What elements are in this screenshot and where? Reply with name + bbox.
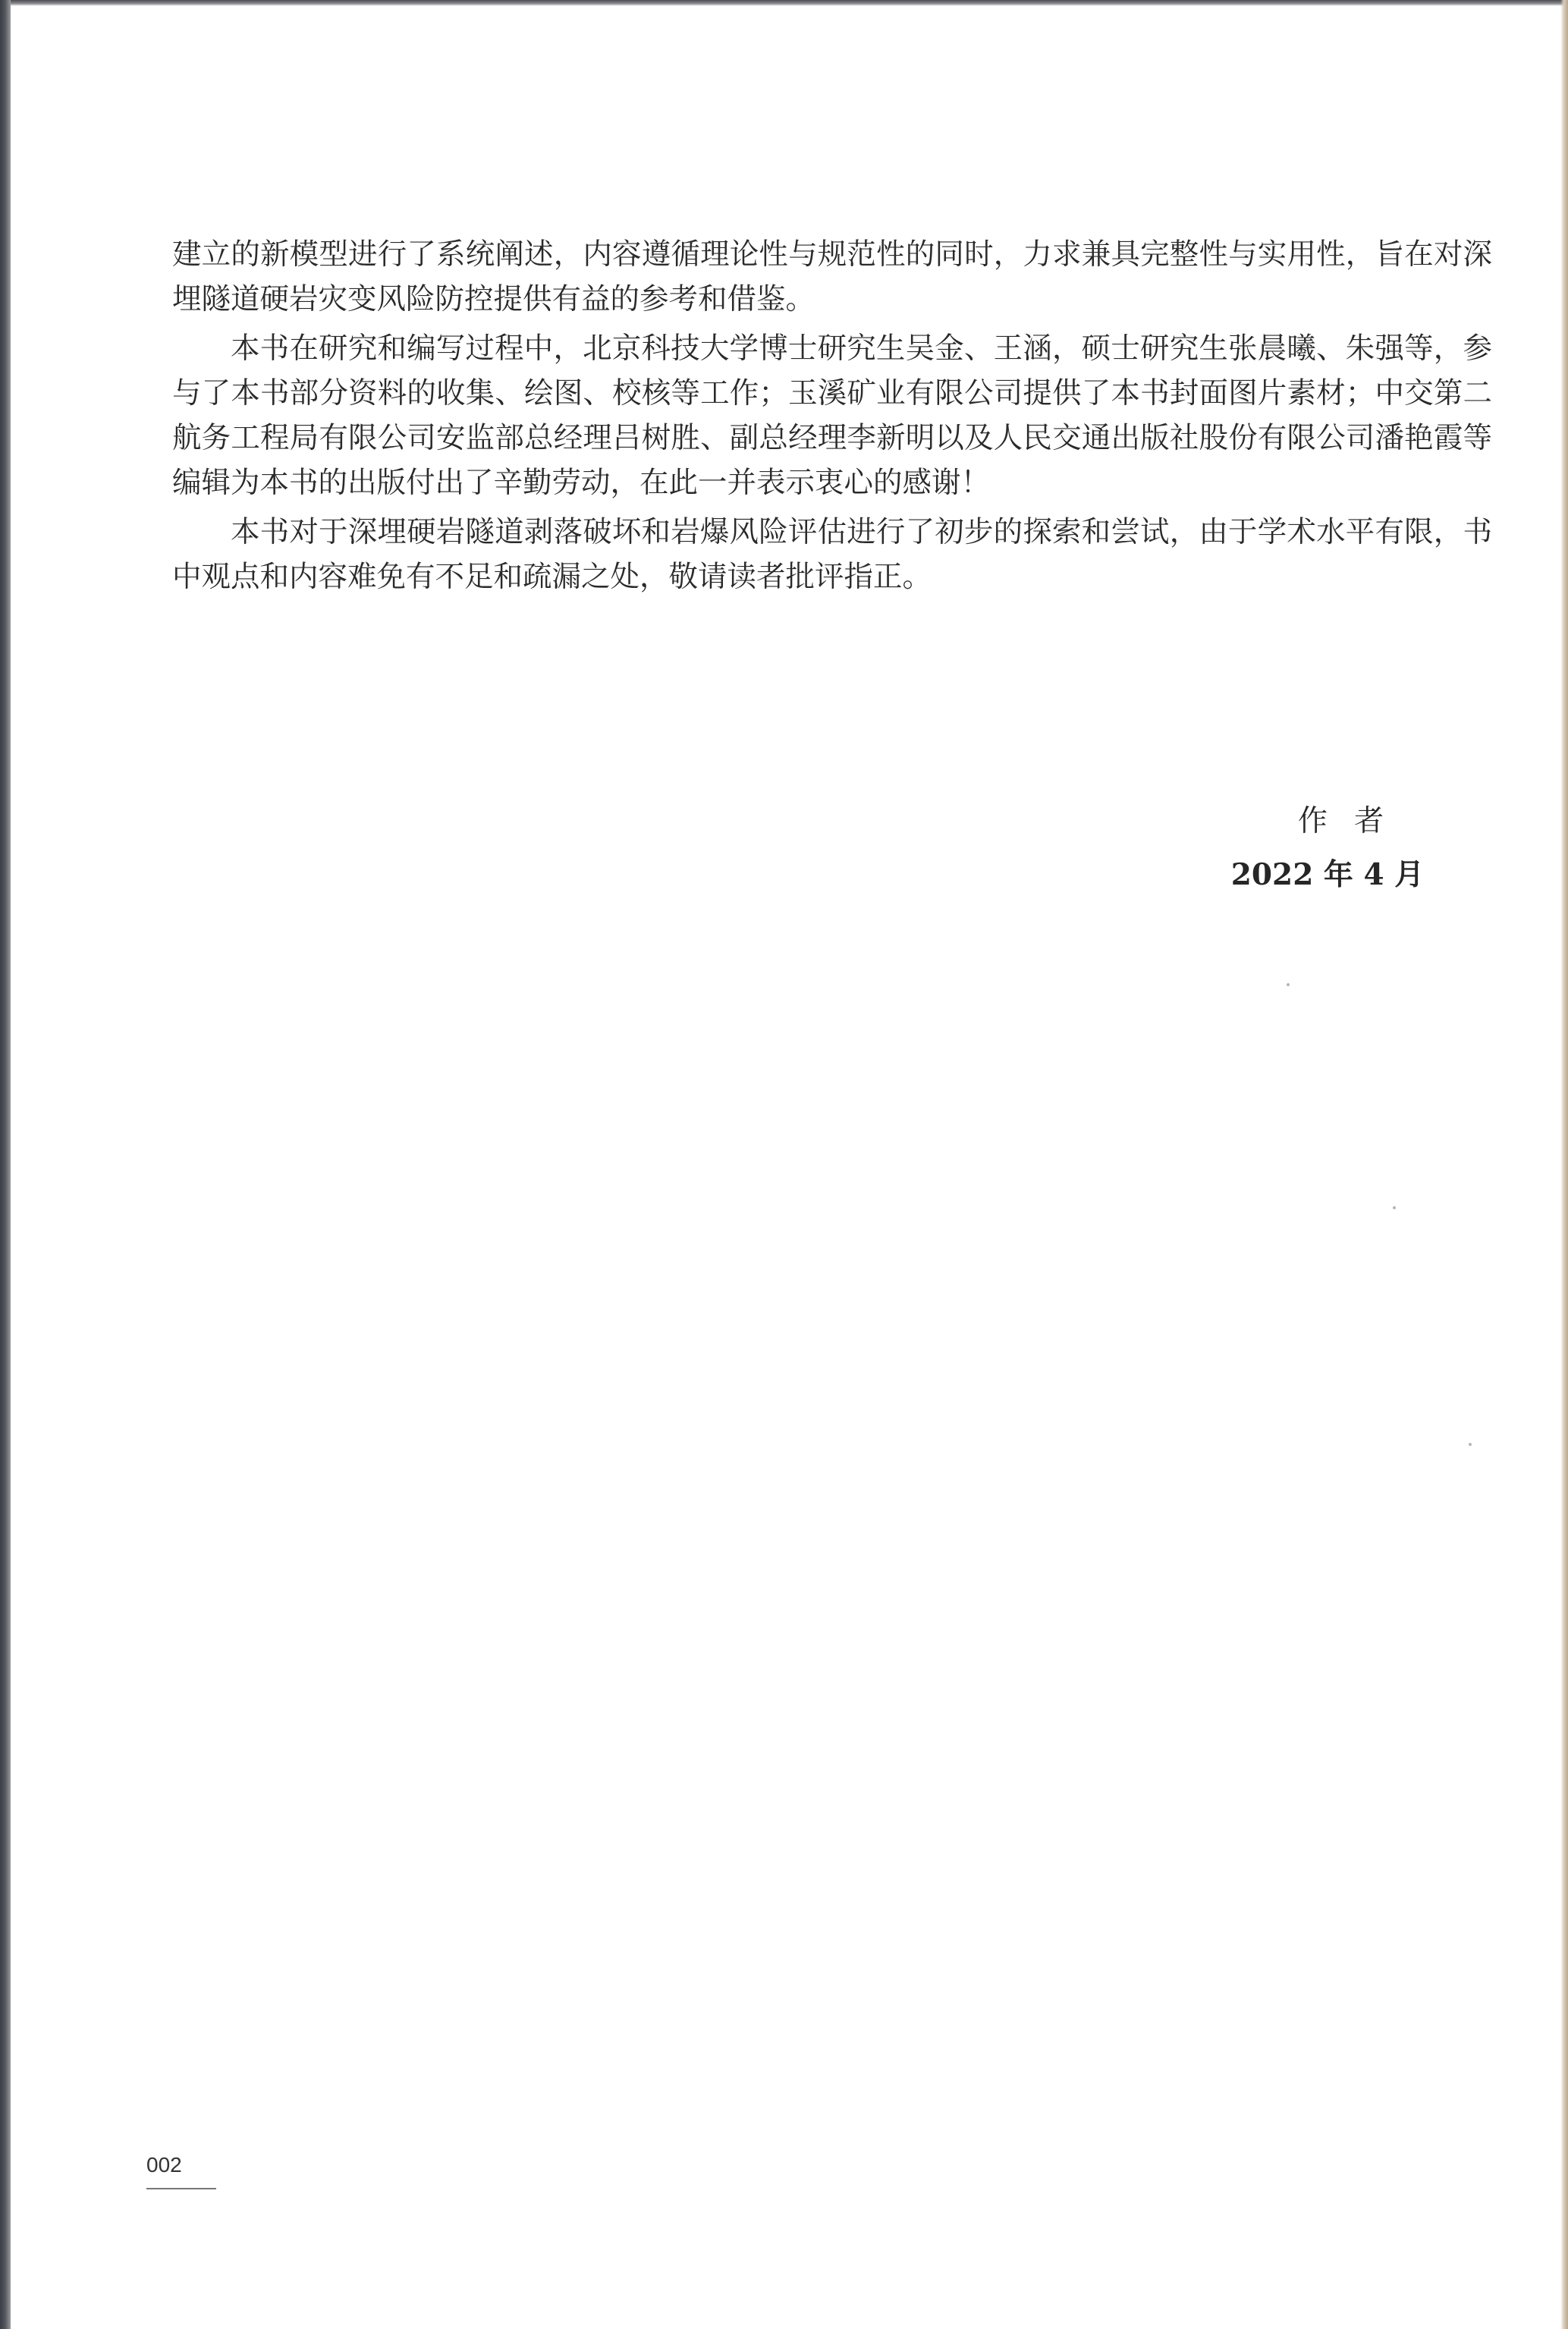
page-number: 002 [146,2153,182,2177]
scan-shadow-top [0,0,1568,6]
page-number-rule [146,2188,216,2189]
preface-body [172,232,1492,604]
scan-speck [1287,983,1290,986]
scan-shadow-right [1560,0,1568,2329]
scan-shadow-left [0,0,11,2329]
scan-speck [1393,1206,1396,1209]
paragraph-acknowledgements: 本书在研究和编写过程中，北京科技大学博士研究生吴金、王涵，硕士研究生张晨曦、朱强等，参与了本书部分资料的收集、绘图、校核等工作；玉溪矿业有限公司提供了本书封面图片素材；中交第二航务工程局有限公司安监部总经理吕树胜、副总经理李新明以及人民交通出版社股份有限公司潘艳霞等编辑为本书的出版付出了辛勤劳动，在此一并表示衷心的感谢！ [172,332,1492,500]
paragraph-closing: 本书对于深埋硬岩隧道剥落破坏和岩爆风险评估进行了初步的探索和尝试，由于学术水平有限，书中观点和内容难免有不足和疏漏之处，敬请读者批评指正。 [172,515,1492,594]
signature-date: 2022 年 4 月 [1230,857,1425,892]
paragraph-continuation: 建立的新模型进行了系统阐述，内容遵循理论性与规范性的同时，力求兼具完整性与实用性，旨在对深埋隧道硬岩灾变风险防控提供有益的参考和借鉴。 [172,237,1492,316]
scan-speck [1469,1443,1472,1446]
signature-author: 作者 [1297,804,1411,838]
